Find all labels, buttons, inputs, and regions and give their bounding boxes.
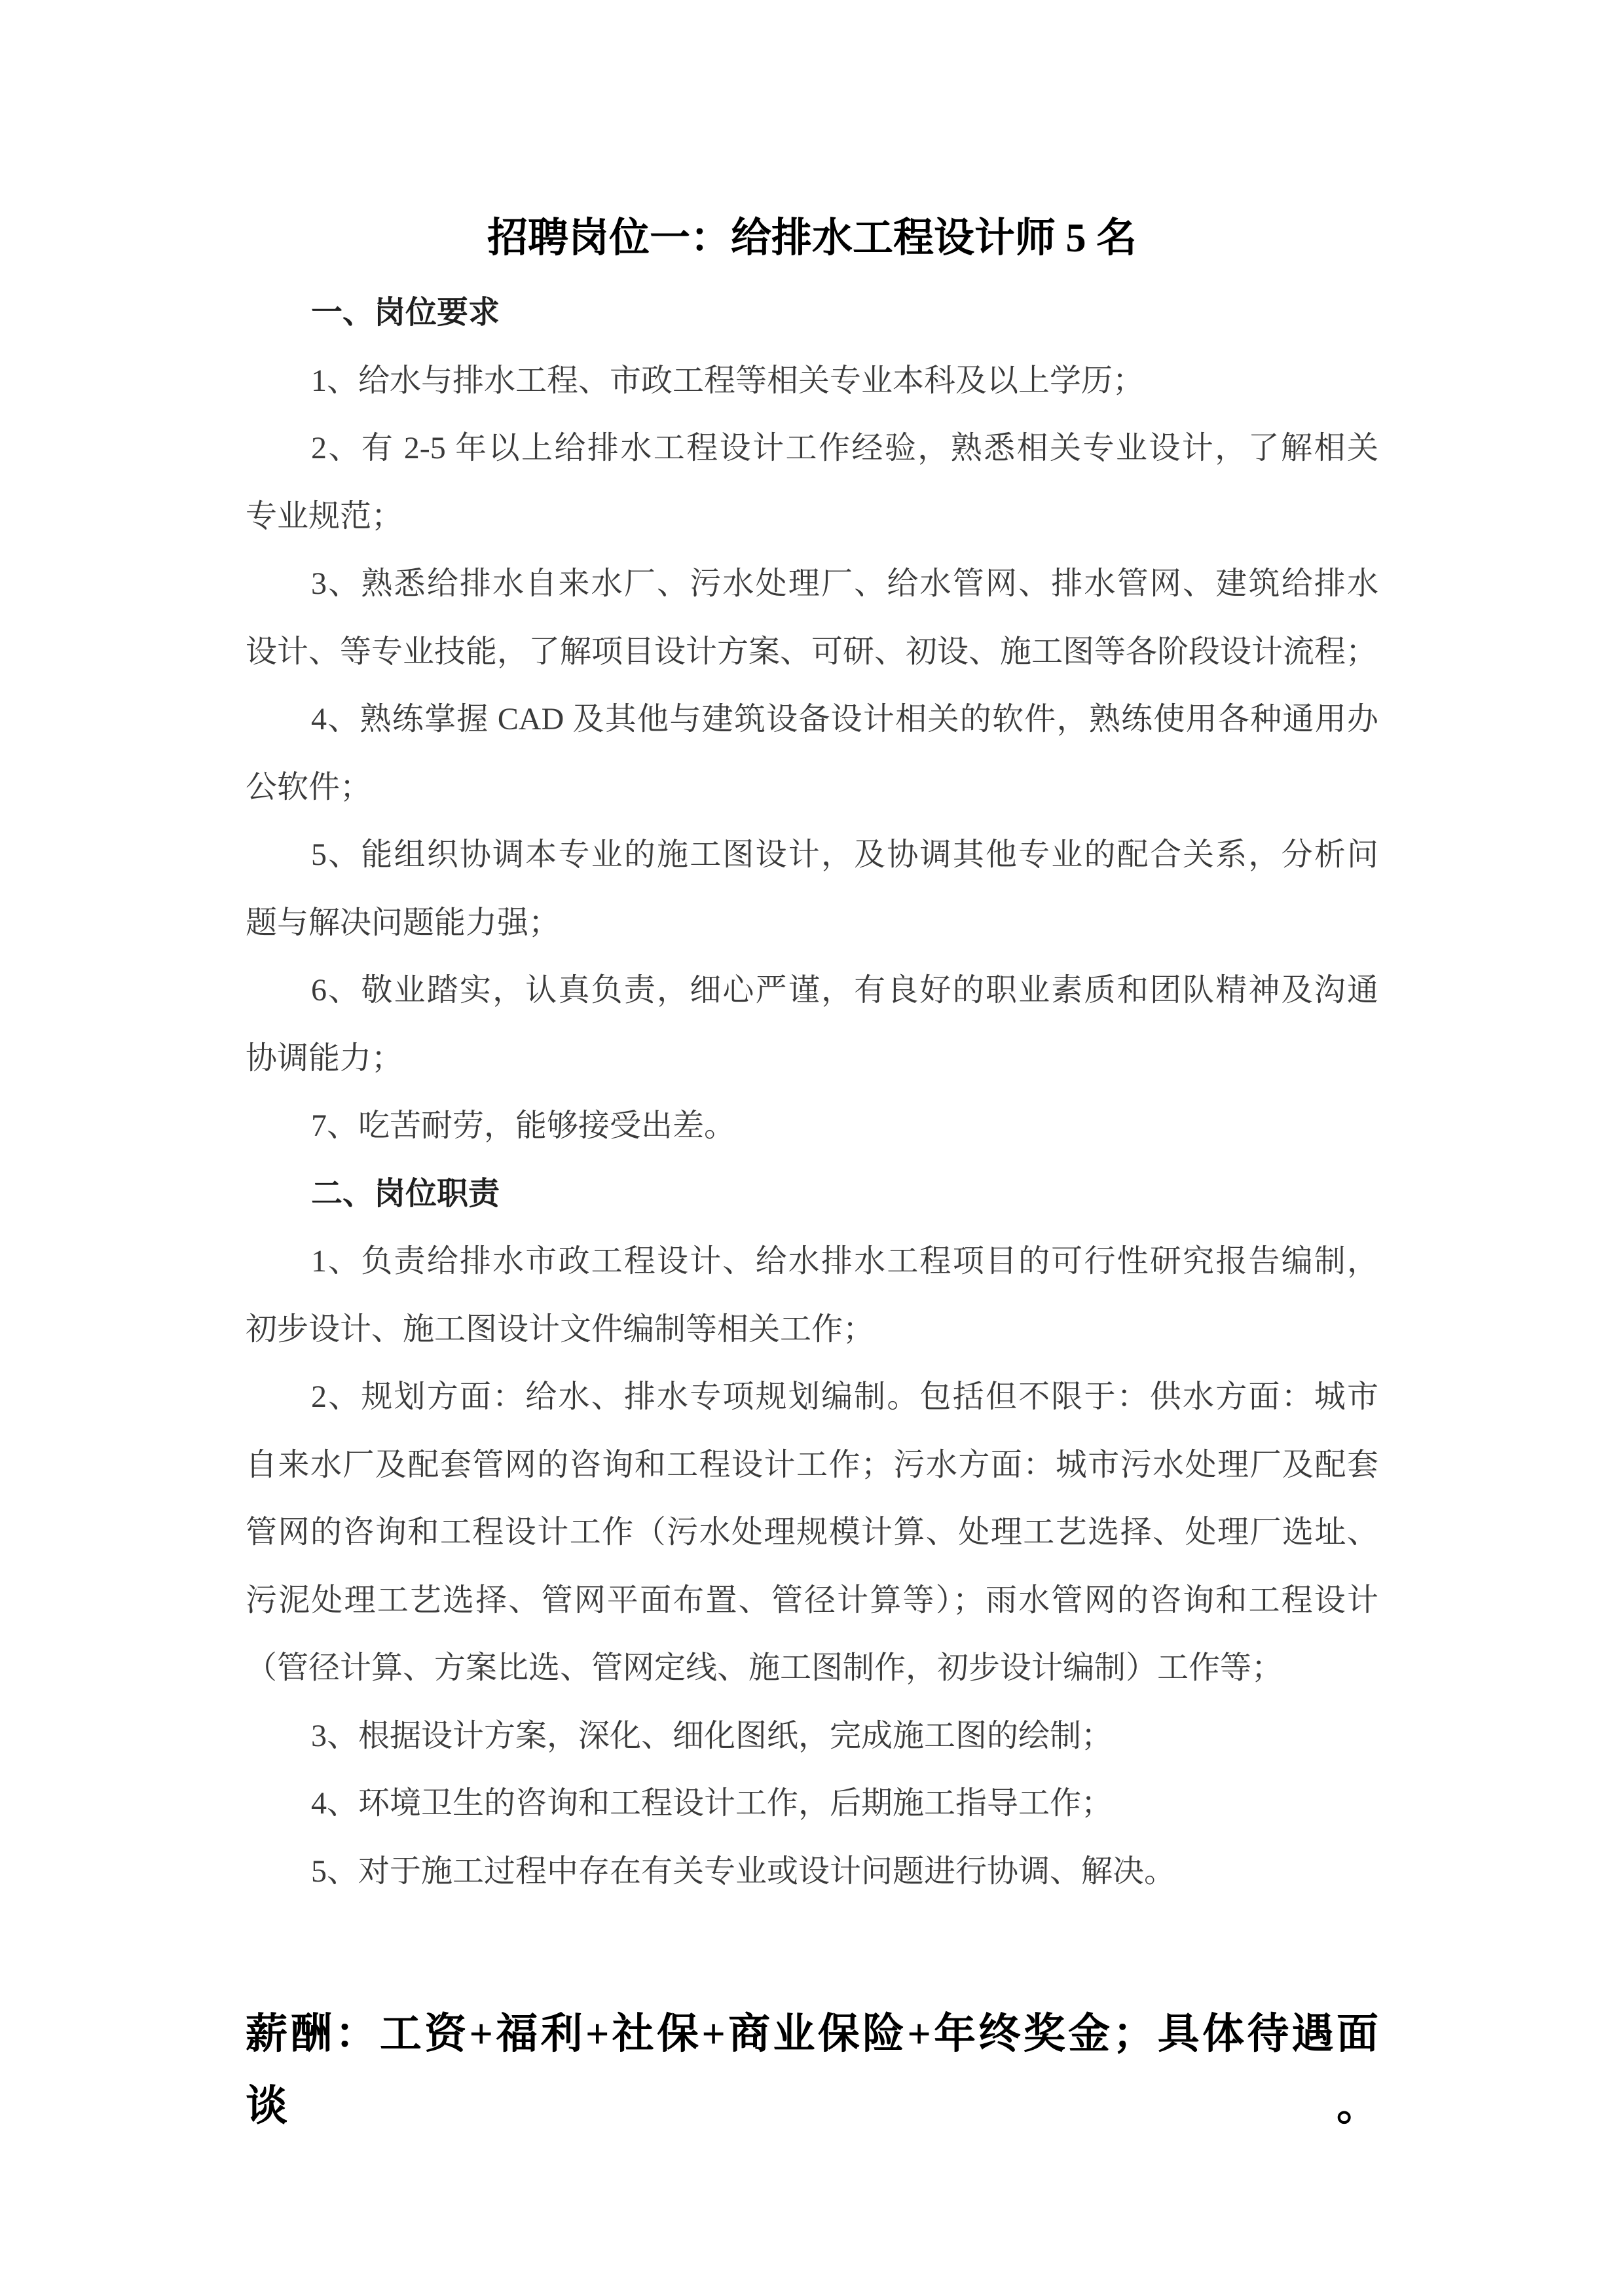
duty-3: 3、根据设计方案，深化、细化图纸，完成施工图的绘制； bbox=[311, 1718, 1113, 1753]
requirement-5-line-2: 题与解决问题能力强； bbox=[246, 905, 561, 940]
requirement-5-line-1: 5、能组织协调本专业的施工图设计，及协调其他专业的配合关系，分析问 bbox=[311, 837, 1378, 872]
requirement-1: 1、给水与排水工程、市政工程等相关专业本科及以上学历； bbox=[311, 363, 1145, 398]
duty-2-line-5: （管径计算、方案比选、管网定线、施工图制作，初步设计编制）工作等； bbox=[246, 1650, 1283, 1685]
duty-2-line-2: 自来水厂及配套管网的咨询和工程设计工作；污水方面：城市污水处理厂及配套 bbox=[246, 1447, 1378, 1482]
requirement-3-line-2: 设计、等专业技能，了解项目设计方案、可研、初设、施工图等各阶段设计流程； bbox=[246, 634, 1378, 669]
requirement-2-line-1: 2、有 2-5 年以上给排水工程设计工作经验，熟悉相关专业设计，了解相关 bbox=[311, 431, 1378, 465]
document-title: 招聘岗位一：给排水工程设计师 5 名 bbox=[487, 216, 1137, 261]
requirement-4-line-1: 4、熟练掌握 CAD 及其他与建筑设备设计相关的软件，熟练使用各种通用办 bbox=[311, 702, 1378, 737]
duty-2-line-1: 2、规划方面：给水、排水专项规划编制。包括但不限于：供水方面：城市 bbox=[311, 1379, 1378, 1414]
requirement-2-line-2: 专业规范； bbox=[246, 498, 403, 534]
requirement-3-line-1: 3、熟悉给排水自来水厂、污水处理厂、给水管网、排水管网、建筑给排水 bbox=[311, 566, 1378, 601]
heading-duties: 二、岗位职责 bbox=[311, 1176, 500, 1211]
duty-2-line-4: 污泥处理工艺选择、管网平面布置、管径计算等）；雨水管网的咨询和工程设计 bbox=[246, 1582, 1378, 1618]
requirement-6-line-2: 协调能力； bbox=[246, 1040, 403, 1076]
duty-5: 5、对于施工过程中存在有关专业或设计问题进行协调、解决。 bbox=[311, 1853, 1176, 1889]
heading-requirements: 一、岗位要求 bbox=[311, 295, 500, 330]
requirement-4-line-2: 公软件； bbox=[246, 769, 372, 805]
duty-2-line-3: 管网的咨询和工程设计工作（污水处理规模计算、处理工艺选择、处理厂选址、 bbox=[246, 1515, 1378, 1550]
duty-1-line-1: 1、负责给排水市政工程设计、给水排水工程项目的可行性研究报告编制， bbox=[311, 1244, 1378, 1279]
duty-4: 4、环境卫生的咨询和工程设计工作，后期施工指导工作； bbox=[311, 1786, 1113, 1821]
salary-line: 薪酬：工资+福利+社保+商业保险+年终奖金；具体待遇面谈。 bbox=[246, 2011, 1378, 2129]
document-body bbox=[246, 279, 1378, 1905]
requirement-7: 7、吃苦耐劳，能够接受出差。 bbox=[311, 1108, 736, 1143]
requirement-6-line-1: 6、敬业踏实，认真负责，细心严谨，有良好的职业素质和团队精神及沟通 bbox=[311, 973, 1378, 1008]
duty-1-line-2: 初步设计、施工图设计文件编制等相关工作； bbox=[246, 1311, 875, 1347]
